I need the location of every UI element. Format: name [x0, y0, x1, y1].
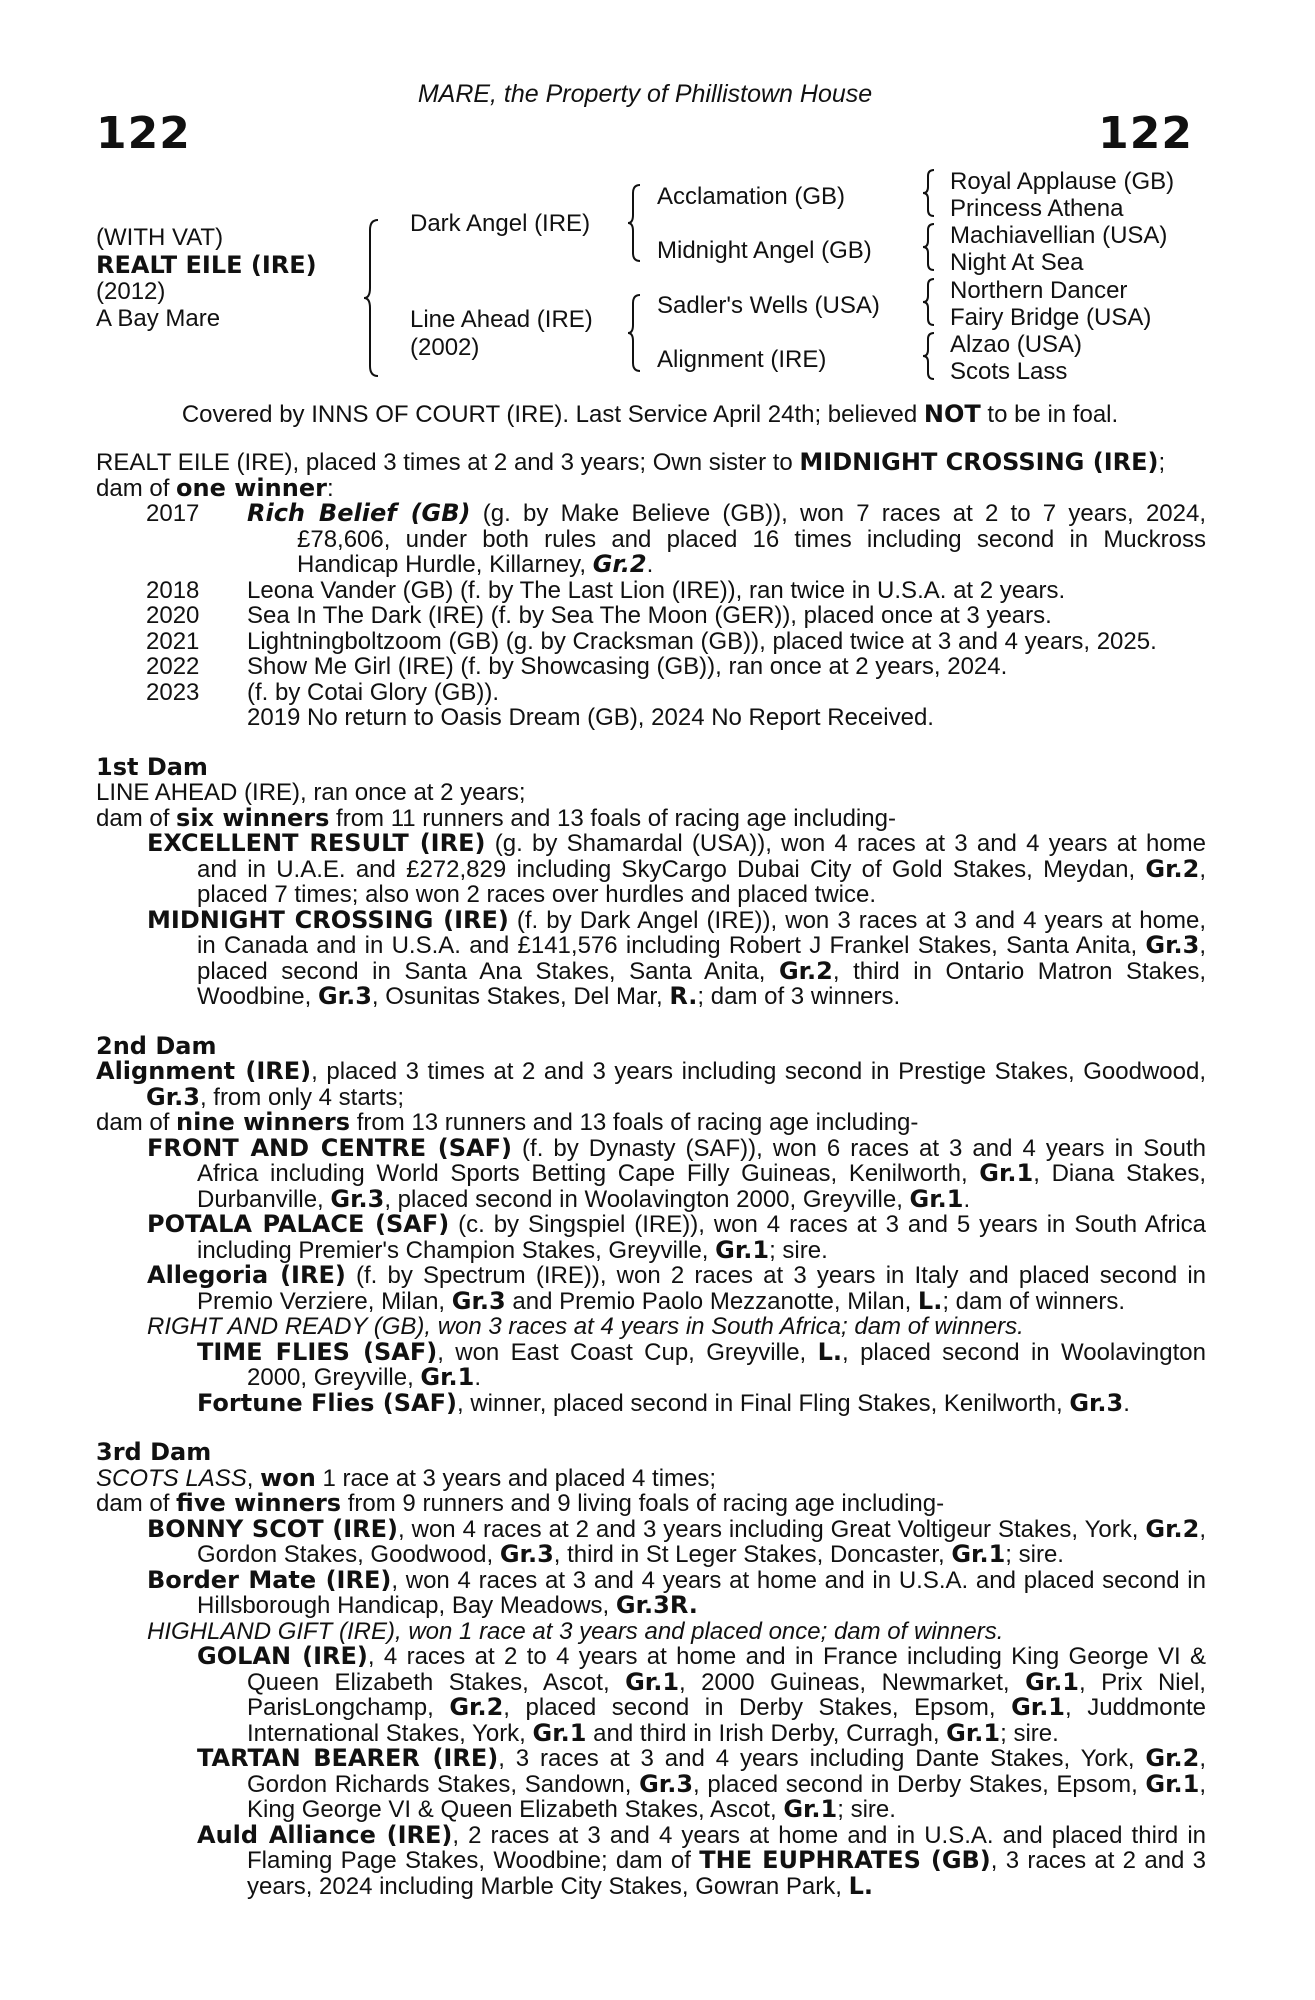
race-grade: Gr.1 [532, 1718, 587, 1747]
dam-text: 1 race at 3 years and placed 4 times; [315, 1464, 717, 1492]
progeny-name: POTALA PALACE (SAF) [147, 1210, 450, 1238]
race-grade: Gr.1 [1011, 1693, 1066, 1721]
produce-year: 2022 [146, 653, 200, 680]
progeny-name: RIGHT AND READY (GB) [147, 1313, 425, 1340]
progeny-text: , placed second in Woolavington 2000, Greyville, [384, 1185, 910, 1213]
dam-summary [96, 803, 1206, 832]
race-grade: Gr.3 [451, 1286, 506, 1315]
vat-label: (WITH VAT) [96, 224, 224, 251]
progeny-entry [96, 1133, 1206, 1213]
covered-bold: NOT [923, 400, 981, 428]
progeny-text: (c. by Singspiel (IRE)), won 4 races at 3 and 5 years in South Africa including Premier's Champion Stakes, Greyville, [197, 1211, 1206, 1264]
race-grade: Gr.1 [951, 1540, 1006, 1568]
race-grade: Gr.1 [1025, 1667, 1080, 1696]
produce-text: Lightningboltzoom (GB) (g. by Cracksman (GB)), placed twice at 3 and 4 years, 2025. [247, 627, 1157, 655]
progeny-text: ; sire. [769, 1236, 828, 1264]
progeny-text: , won 1 race at 3 years and placed once; dam of winners. [395, 1617, 1004, 1645]
progeny-text: . [963, 1185, 971, 1213]
progeny-name: TARTAN BEARER (IRE) [197, 1744, 499, 1772]
dam-sire: Sadler's Wells (USA) [657, 292, 880, 319]
summary-text: from 11 runners and 13 foals of racing age including- [329, 804, 896, 832]
produce-row [96, 680, 1206, 706]
sibling-name: MIDNIGHT CROSSING (IRE) [799, 448, 1159, 476]
produce-year: 2023 [146, 678, 200, 706]
progeny-text: , placed second in Woolavington 2000, Greyville, [247, 1338, 1206, 1391]
race-grade: Gr.2 [1145, 854, 1200, 883]
progeny-name: HIGHLAND GIFT (IRE) [147, 1617, 396, 1645]
progeny-text: , placed second in Derby Stakes, Epsom, [503, 1694, 1012, 1721]
produce-row [96, 654, 1206, 680]
progeny-entry [96, 1263, 1206, 1314]
progeny-name: EXCELLENT RESULT (IRE) [147, 829, 486, 857]
progeny-text: , won 3 races at 4 years in South Africa; dam of winners. [424, 1313, 1024, 1340]
brace-g4 [921, 331, 937, 381]
progeny-text: ; dam of 3 winners. [697, 983, 901, 1010]
progeny-text: , 4 races at 2 to 4 years at home and in France including King George VI & Queen Elizabeth Stakes, Ascot, [247, 1643, 1206, 1696]
produce-row [96, 501, 1206, 578]
race-grade: Gr.2 [1145, 1514, 1200, 1543]
dam-text: , placed 3 times at 2 and 3 years including second in Prestige Stakes, Goodwood, [311, 1058, 1207, 1085]
produce-year: 2020 [146, 602, 200, 629]
produce-detail: (g. by Make Believe (GB)), won 7 races at 2 to 7 years, 2024, £78,606, under both rules and placed 16 times including second in Muckross Handicap Hurdle, Killarney, [297, 500, 1206, 578]
progeny-entry [96, 1388, 1206, 1417]
progeny-entry [96, 1212, 1206, 1263]
race-grade: Gr.1 [1145, 1769, 1200, 1798]
progeny-text: , Juddmonte International Stakes, York, [247, 1694, 1206, 1747]
produce-year: 2021 [146, 627, 200, 655]
progeny-text: , Diana Stakes, Durbanville, [197, 1160, 1206, 1213]
dam-name: SCOTS LASS [96, 1464, 247, 1492]
sire-dam: Midnight Angel (GB) [657, 237, 872, 264]
horse-description: A Bay Mare [96, 305, 221, 332]
race-grade: Gr.2 [1145, 1744, 1200, 1772]
progeny-text: . [1123, 1389, 1130, 1417]
progeny-name: GOLAN (IRE) [197, 1642, 368, 1670]
progeny-text: , Osunitas Stakes, Del Mar, [371, 983, 670, 1010]
produce-name: Rich Belief (GB) [247, 499, 471, 527]
brace-g3 [921, 277, 937, 327]
dam-name: Alignment (IRE) [96, 1057, 312, 1085]
page-title: MARE, the Property of Phillistown House [417, 80, 873, 108]
race-grade: Gr.2 [778, 956, 833, 985]
progeny-text: , placed second in Derby Stakes, Epsom, [693, 1770, 1146, 1798]
produce-end: . [646, 551, 654, 578]
progeny-text: , Gordon Stakes, Goodwood, [197, 1515, 1206, 1568]
progeny-text: , third in Ontario Matron Stakes, Woodbine, [197, 957, 1206, 1010]
gg-2: Princess Athena [950, 195, 1124, 222]
produce-text: Leona Vander (GB) (f. by The Last Lion (IRE)), ran twice in U.S.A. at 2 years. [247, 576, 1066, 604]
summary-text: dam of [96, 1490, 177, 1517]
produce-text: 2019 No return to Oasis Dream (GB), 2024 No Report Received. [247, 704, 934, 731]
summary-text: dam of [96, 1109, 177, 1136]
progeny-entry [96, 1644, 1206, 1746]
progeny-text: , won 4 races at 3 and 4 years at home and in U.S.A. and placed second in Hillsborough Handicap, Bay Meadows, [197, 1566, 1206, 1619]
progeny-text: ; sire. [1000, 1719, 1059, 1747]
race-grade: Gr.3 [499, 1540, 554, 1568]
dam-won: won [260, 1463, 316, 1492]
race-grade: Gr.3R. [615, 1591, 698, 1619]
progeny-name: THE EUPHRATES (GB) [699, 1846, 991, 1874]
progeny-entry [96, 1337, 1206, 1391]
progeny-name: Allegoria (IRE) [147, 1261, 346, 1289]
produce-row [96, 578, 1206, 604]
progeny-entry [96, 905, 1206, 1010]
lot-number: 122 [96, 108, 191, 159]
gg-7: Alzao (USA) [950, 331, 1083, 358]
progeny-name: Border Mate (IRE) [147, 1565, 392, 1594]
race-grade: Gr.3 [330, 1184, 385, 1213]
progeny-text: , third in St Leger Stakes, Doncaster, [553, 1541, 952, 1568]
gg-8: Scots Lass [950, 358, 1068, 385]
progeny-text: ; sire. [1005, 1541, 1064, 1568]
progeny-text: , placed 7 times; also won 2 races over hurdles and placed twice. [197, 855, 1206, 908]
progeny-text: and Premio Paolo Mezzanotte, Milan, [505, 1287, 918, 1315]
sire-sire: Acclamation (GB) [657, 183, 846, 210]
intro-punct: ; [1158, 449, 1166, 476]
progeny-name: FRONT AND CENTRE (SAF) [147, 1133, 512, 1162]
produce-text [247, 501, 1206, 578]
progeny-name: Auld Alliance (IRE) [197, 1820, 453, 1849]
progeny-text: , won East Coast Cup, Greyville, [437, 1338, 818, 1366]
progeny-text: , placed second in Santa Ana Stakes, Santa Anita, [197, 932, 1206, 985]
gg-5: Northern Dancer [950, 277, 1128, 304]
produce-text: Show Me Girl (IRE) (f. by Showcasing (GB)), ran once at 2 years, 2024. [247, 653, 1008, 680]
dam-text: , [246, 1464, 261, 1492]
produce-year: 2017 [146, 500, 200, 527]
progeny-text: , 2000 Guineas, Newmarket, [679, 1668, 1026, 1696]
brace-first [362, 218, 382, 378]
race-grade: L. [817, 1337, 843, 1366]
progeny-text: . [474, 1364, 482, 1391]
produce-row [96, 603, 1206, 629]
brace-g1 [921, 168, 937, 218]
progeny-text: (g. by Shamardal (USA)), won 4 races at 3 and 4 years at home and in U.A.E. and £272,829 including SkyCargo Dubai City of Gold Stakes, Meydan, [197, 830, 1207, 883]
horse-year: (2012) [96, 278, 166, 305]
brace-dam [626, 293, 644, 373]
produce-year [96, 705, 247, 731]
intro-punct-2: : [326, 474, 334, 502]
section-heading: 2nd Dam [96, 1031, 217, 1060]
race-grade: Gr.3 [317, 982, 372, 1010]
dam-line [96, 1059, 1206, 1110]
intro-text: REALT EILE (IRE), placed 3 times at 2 and 3 years; Own sister to [96, 449, 800, 476]
race-grade: Gr.1 [715, 1235, 770, 1264]
progeny-text: , 3 races at 3 and 4 years including Dante Stakes, York, [498, 1745, 1146, 1772]
progeny-text: (f. by Dark Angel (IRE)), won 3 races at 3 and 4 years at home, in Canada and in U.S.A. and £141,576 including Robert J Frankel Stakes, Santa Anita, [197, 906, 1206, 959]
progeny-entry [96, 1746, 1206, 1823]
gg-6: Fairy Bridge (USA) [950, 304, 1152, 331]
progeny-text: , King George VI & Queen Elizabeth Stakes, Ascot, [247, 1770, 1206, 1823]
intro-line-2 [96, 473, 1206, 502]
dam-year: (2002) [410, 334, 480, 361]
progeny-entry [96, 1565, 1206, 1619]
dam: Line Ahead (IRE) [410, 306, 593, 333]
covered-text: Covered by INNS OF COURT (IRE). Last Service April 24th; believed [181, 401, 924, 428]
produce-grade: Gr.2 [592, 550, 647, 578]
covered-note [0, 400, 1300, 429]
intro-line [96, 450, 1206, 476]
progeny-name: BONNY SCOT (IRE) [147, 1514, 398, 1543]
section-heading: 1st Dam [96, 752, 208, 781]
gg-4: Night At Sea [950, 249, 1084, 276]
progeny-entry [96, 1514, 1206, 1568]
progeny-text: , won 4 races at 2 and 3 years including Great Voltigeur Stakes, York, [397, 1515, 1146, 1543]
sire: Dark Angel (IRE) [410, 210, 591, 237]
winner-count: nine winners [176, 1108, 351, 1136]
progeny-text: , winner, placed second in Final Fling Stakes, Kenilworth, [456, 1389, 1070, 1417]
dam-dam: Alignment (IRE) [657, 346, 827, 373]
race-grade: Gr.1 [946, 1718, 1001, 1747]
progeny-entry [96, 1820, 1207, 1900]
progeny-text: , 3 races at 2 and 3 years, 2024 including Marble City Stakes, Gowran Park, [247, 1847, 1207, 1900]
catalogue-body [96, 450, 1206, 1899]
summary-text: from 9 runners and 9 living foals of racing age including- [341, 1490, 945, 1517]
progeny-text: , 2 races at 3 and 4 years at home and in U.S.A. and placed third in Flaming Page Stakes, Woodbine; dam of [247, 1821, 1206, 1874]
race-grade: Gr.3 [639, 1769, 694, 1798]
progeny-entry [96, 1619, 1206, 1645]
progeny-text: , Prix Niel, ParisLongchamp, [247, 1668, 1206, 1721]
summary-text: dam of [96, 804, 177, 832]
brace-sire [626, 183, 644, 263]
race-grade: Gr.1 [979, 1159, 1034, 1187]
race-grade: Gr.1 [909, 1184, 964, 1213]
progeny-name: TIME FLIES (SAF) [197, 1337, 438, 1366]
brace-g2 [921, 222, 937, 272]
race-grade: Gr.3 [1069, 1388, 1124, 1417]
gg-1: Royal Applause (GB) [950, 168, 1175, 195]
race-grade: Gr.3 [146, 1082, 200, 1111]
produce-text: (f. by Cotai Glory (GB)). [247, 678, 500, 706]
progeny-text: (f. by Spectrum (IRE)), won 2 races at 3 years in Italy and placed second in Premio Verziere, Milan, [197, 1262, 1207, 1315]
produce-text: Sea In The Dark (IRE) (f. by Sea The Moon (GER)), placed once at 3 years. [247, 602, 1052, 629]
lot-number-right: 122 [1098, 108, 1193, 159]
progeny-text: ; dam of winners. [942, 1287, 1126, 1315]
progeny-entry [96, 831, 1206, 908]
progeny-text: ; sire. [837, 1796, 896, 1823]
dam-summary [96, 1491, 1206, 1517]
progeny-text: (f. by Dynasty (SAF)), won 6 races at 3 and 4 years in South Africa including World Sports Betting Cape Filly Guineas, Kenilworth, [197, 1134, 1206, 1187]
winner-count: five winners [176, 1489, 342, 1517]
race-grade: Gr.1 [625, 1667, 680, 1696]
produce-year: 2018 [146, 576, 200, 604]
intro-text-2: dam of [96, 474, 177, 502]
winner-count: one winner [176, 473, 327, 502]
race-grade: R. [669, 982, 698, 1010]
progeny-text: and third in Irish Derby, Curragh, [586, 1719, 947, 1747]
produce-row [96, 705, 1206, 731]
progeny-name: MIDNIGHT CROSSING (IRE) [147, 905, 509, 934]
race-grade: L. [848, 1871, 874, 1900]
progeny-name: Fortune Flies (SAF) [197, 1388, 457, 1417]
section-heading: 3rd Dam [96, 1438, 212, 1466]
progeny-entry [96, 1314, 1206, 1340]
gg-3: Machiavellian (USA) [950, 222, 1168, 249]
race-grade: Gr.1 [420, 1363, 475, 1391]
progeny-text: , Gordon Richards Stakes, Sandown, [247, 1745, 1206, 1798]
race-grade: L. [917, 1286, 943, 1315]
dam-line: LINE AHEAD (IRE), ran once at 2 years; [96, 779, 526, 806]
covered-text-end: to be in foal. [980, 401, 1119, 428]
dam-summary [96, 1110, 1206, 1136]
dam-text: , from only 4 starts; [199, 1083, 404, 1111]
produce-row [96, 629, 1206, 655]
horse-name: REALT EILE (IRE) [96, 251, 317, 279]
dam-line [96, 1463, 1206, 1492]
race-grade: Gr.2 [449, 1693, 504, 1721]
winner-count: six winners [176, 803, 330, 832]
race-grade: Gr.3 [1145, 931, 1200, 959]
summary-text: from 13 runners and 13 foals of racing age including- [350, 1109, 919, 1136]
race-grade: Gr.1 [783, 1795, 838, 1823]
